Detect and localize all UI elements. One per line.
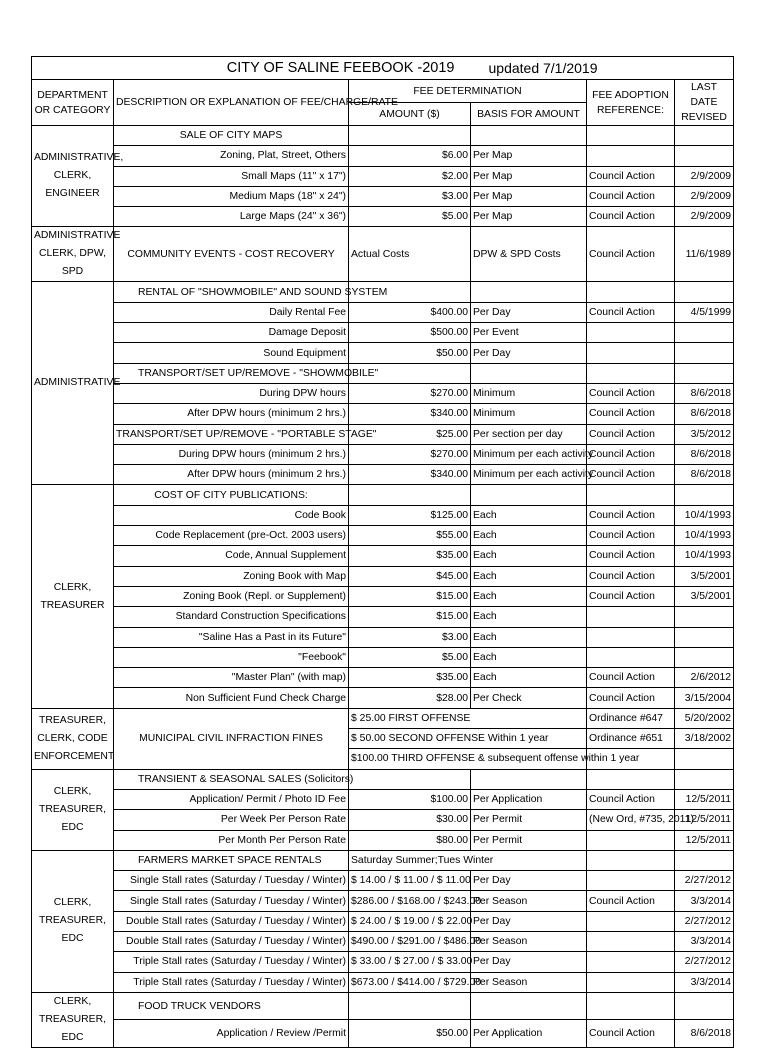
description-cell: Single Stall rates (Saturday / Tuesday / Winter) [114, 871, 349, 891]
basis-cell: Per Season [471, 891, 587, 911]
last-date-cell: 3/5/2001 [675, 566, 734, 586]
amount-cell: $270.00 [349, 444, 471, 464]
table-row [32, 972, 734, 992]
amount-cell: $ 14.00 / $ 11.00 / $ 11.00 [349, 871, 471, 891]
description-cell: TRANSPORT/SET UP/REMOVE - "SHOWMOBILE" [114, 363, 349, 383]
last-date-cell [675, 749, 734, 769]
description-cell: Large Maps (24" x 36") [114, 207, 349, 227]
description-cell: Application/ Permit / Photo ID Fee [114, 789, 349, 809]
table-row [32, 526, 734, 546]
last-date-cell [675, 282, 734, 302]
basis-cell: Per Season [471, 972, 587, 992]
description-cell: During DPW hours [114, 383, 349, 403]
table-row [32, 323, 734, 343]
table-row [32, 383, 734, 403]
basis-cell [471, 282, 587, 302]
table-row [32, 931, 734, 951]
table-row [32, 363, 734, 383]
table-row [32, 668, 734, 688]
basis-cell: Per Map [471, 207, 587, 227]
amount-cell: $490.00 / $291.00 / $486.00 [349, 931, 471, 951]
adoption-ref-cell: Council Action [587, 424, 675, 444]
table-row [32, 688, 734, 708]
basis-cell: Each [471, 607, 587, 627]
adoption-ref-cell: Council Action [587, 302, 675, 322]
adoption-ref-cell [587, 126, 675, 146]
table-row [32, 302, 734, 322]
table-row [32, 146, 734, 166]
basis-cell: DPW & SPD Costs [471, 227, 587, 282]
adoption-ref-cell: Council Action [587, 186, 675, 206]
adoption-ref-cell: Council Action [587, 546, 675, 566]
title-row [32, 57, 734, 80]
basis-cell: Each [471, 647, 587, 667]
amount-cell: Actual Costs [349, 227, 471, 282]
basis-cell: Each [471, 566, 587, 586]
amount-cell: $15.00 [349, 607, 471, 627]
last-date-cell: 5/20/2002 [675, 708, 734, 728]
table-row [32, 424, 734, 444]
table-row [32, 607, 734, 627]
basis-cell: Per section per day [471, 424, 587, 444]
last-date-cell: 3/3/2014 [675, 931, 734, 951]
amount-cell: $ 50.00 SECOND OFFENSE Within 1 year [349, 729, 587, 749]
basis-cell: Per Day [471, 302, 587, 322]
department-cell: TREASURER, CLERK, CODE ENFORCEMENT [32, 708, 114, 769]
header-last-date: LAST DATE REVISED [675, 80, 734, 126]
table-row [32, 992, 734, 1020]
basis-cell: Each [471, 668, 587, 688]
description-cell: TRANSIENT & SEASONAL SALES (Solicitors) [114, 769, 349, 789]
basis-cell: Minimum [471, 383, 587, 403]
basis-cell: Each [471, 526, 587, 546]
header-amount: AMOUNT ($) [349, 103, 471, 126]
header-adoption: FEE ADOPTION REFERENCE: [587, 80, 675, 126]
amount-cell: $340.00 [349, 404, 471, 424]
department-cell: CLERK, TREASURER, EDC [32, 992, 114, 1047]
amount-cell: $ 24.00 / $ 19.00 / $ 22.00 [349, 911, 471, 931]
description-cell: SALE OF CITY MAPS [114, 126, 349, 146]
fee-table [31, 56, 734, 1048]
table-row [32, 282, 734, 302]
amount-cell: $6.00 [349, 146, 471, 166]
amount-cell: $286.00 / $168.00 / $243.00 [349, 891, 471, 911]
table-row [32, 404, 734, 424]
description-cell: "Master Plan" (with map) [114, 668, 349, 688]
description-cell: "Feebook" [114, 647, 349, 667]
adoption-ref-cell: Ordinance #651 [587, 729, 675, 749]
department-cell: CLERK, TREASURER, EDC [32, 850, 114, 992]
adoption-ref-cell: Council Action [587, 566, 675, 586]
department-cell: CLERK, TREASURER [32, 485, 114, 708]
adoption-ref-cell [587, 952, 675, 972]
updated-date: updated 7/1/2019 [471, 57, 734, 80]
department-cell: CLERK, TREASURER, EDC [32, 769, 114, 850]
basis-cell: Per Day [471, 911, 587, 931]
basis-cell: Minimum per each activity [471, 465, 587, 485]
adoption-ref-cell: (New Ord, #735, 2011) [587, 810, 675, 830]
last-date-cell: 8/6/2018 [675, 404, 734, 424]
amount-cell: $25.00 [349, 424, 471, 444]
last-date-cell: 12/5/2011 [675, 789, 734, 809]
last-date-cell [675, 363, 734, 383]
amount-cell: $340.00 [349, 465, 471, 485]
amount-cell: $45.00 [349, 566, 471, 586]
amount-cell: $125.00 [349, 505, 471, 525]
basis-cell [471, 992, 587, 1020]
basis-cell: Per Check [471, 688, 587, 708]
last-date-cell [675, 992, 734, 1020]
description-cell: Double Stall rates (Saturday / Tuesday / Winter) [114, 931, 349, 951]
last-date-cell [675, 850, 734, 870]
last-date-cell: 8/6/2018 [675, 465, 734, 485]
description-cell: Double Stall rates (Saturday / Tuesday / Winter) [114, 911, 349, 931]
description-cell: Daily Rental Fee [114, 302, 349, 322]
adoption-ref-cell: Council Action [587, 586, 675, 606]
description-cell: Standard Construction Specifications [114, 607, 349, 627]
last-date-cell: 3/18/2002 [675, 729, 734, 749]
description-cell: FARMERS MARKET SPACE RENTALS [114, 850, 349, 870]
amount-cell: $ 33.00 / $ 27.00 / $ 33.00 [349, 952, 471, 972]
amount-cell: $30.00 [349, 810, 471, 830]
last-date-cell: 3/5/2001 [675, 586, 734, 606]
description-cell: Application / Review /Permit [114, 1020, 349, 1048]
table-row [32, 566, 734, 586]
amount-cell: $28.00 [349, 688, 471, 708]
fee-table-sheet [31, 56, 733, 1048]
adoption-ref-cell: Council Action [587, 465, 675, 485]
description-cell: "Saline Has a Past in its Future" [114, 627, 349, 647]
table-row [32, 647, 734, 667]
table-row [32, 708, 734, 728]
table-row [32, 546, 734, 566]
amount-cell: $80.00 [349, 830, 471, 850]
basis-cell: Each [471, 505, 587, 525]
amount-cell: $2.00 [349, 166, 471, 186]
adoption-ref-cell [587, 647, 675, 667]
description-cell: RENTAL OF "SHOWMOBILE" AND SOUND SYSTEM [114, 282, 349, 302]
description-cell: Zoning Book with Map [114, 566, 349, 586]
header-dept: DEPARTMENT OR CATEGORY [32, 80, 114, 126]
table-row [32, 1020, 734, 1048]
basis-cell: Per Map [471, 166, 587, 186]
adoption-ref-cell [587, 992, 675, 1020]
amount-cell: $5.00 [349, 647, 471, 667]
adoption-ref-cell: Council Action [587, 383, 675, 403]
amount-cell: $55.00 [349, 526, 471, 546]
amount-cell [349, 126, 471, 146]
adoption-ref-cell: Council Action [587, 444, 675, 464]
table-row [32, 126, 734, 146]
description-cell: During DPW hours (minimum 2 hrs.) [114, 444, 349, 464]
amount-cell [349, 769, 471, 789]
last-date-cell: 2/27/2012 [675, 952, 734, 972]
description-cell: Non Sufficient Fund Check Charge [114, 688, 349, 708]
last-date-cell: 8/6/2018 [675, 1020, 734, 1048]
adoption-ref-cell: Council Action [587, 505, 675, 525]
description-cell: COST OF CITY PUBLICATIONS: [114, 485, 349, 505]
adoption-ref-cell: Council Action [587, 526, 675, 546]
department-cell: ADMINISTRATIVE CLERK, DPW, SPD [32, 227, 114, 282]
adoption-ref-cell [587, 871, 675, 891]
department-cell: ADMINISTRATIVE, CLERK, ENGINEER [32, 126, 114, 227]
last-date-cell: 12/5/2011 [675, 810, 734, 830]
basis-cell: Minimum per each activity [471, 444, 587, 464]
amount-cell: $35.00 [349, 668, 471, 688]
basis-cell: Per Application [471, 1020, 587, 1048]
table-row [32, 485, 734, 505]
table-row [32, 444, 734, 464]
basis-cell: Per Permit [471, 830, 587, 850]
last-date-cell: 3/15/2004 [675, 688, 734, 708]
amount-cell: $673.00 / $414.00 / $729.00 [349, 972, 471, 992]
amount-cell: $35.00 [349, 546, 471, 566]
last-date-cell: 3/3/2014 [675, 891, 734, 911]
basis-cell: Each [471, 586, 587, 606]
basis-cell: Per Season [471, 931, 587, 951]
basis-cell: Per Day [471, 343, 587, 363]
description-cell: TRANSPORT/SET UP/REMOVE - "PORTABLE STAGE" [114, 424, 349, 444]
last-date-cell: 10/4/1993 [675, 526, 734, 546]
last-date-cell [675, 146, 734, 166]
table-row [32, 207, 734, 227]
last-date-cell [675, 323, 734, 343]
description-cell: FOOD TRUCK VENDORS [114, 992, 349, 1020]
basis-cell [471, 485, 587, 505]
description-cell: Zoning, Plat, Street, Others [114, 146, 349, 166]
header-basis: BASIS FOR AMOUNT [471, 103, 587, 126]
adoption-ref-cell: Council Action [587, 227, 675, 282]
last-date-cell: 11/6/1989 [675, 227, 734, 282]
amount-cell [349, 992, 471, 1020]
amount-cell: $3.00 [349, 186, 471, 206]
adoption-ref-cell: Council Action [587, 207, 675, 227]
adoption-ref-cell [587, 485, 675, 505]
department-cell: ADMINISTRATIVE [32, 282, 114, 485]
description-cell: Damage Deposit [114, 323, 349, 343]
amount-cell: $ 25.00 FIRST OFFENSE [349, 708, 587, 728]
amount-cell: $500.00 [349, 323, 471, 343]
adoption-ref-cell [587, 830, 675, 850]
basis-cell: Per Day [471, 871, 587, 891]
table-row [32, 810, 734, 830]
description-cell: COMMUNITY EVENTS - COST RECOVERY [114, 227, 349, 282]
last-date-cell: 10/4/1993 [675, 546, 734, 566]
adoption-ref-cell [587, 607, 675, 627]
adoption-ref-cell [587, 343, 675, 363]
description-cell: Code, Annual Supplement [114, 546, 349, 566]
last-date-cell [675, 769, 734, 789]
amount-cell: $100.00 [349, 789, 471, 809]
basis-cell: Each [471, 627, 587, 647]
description-cell: Per Month Per Person Rate [114, 830, 349, 850]
description-cell: After DPW hours (minimum 2 hrs.) [114, 465, 349, 485]
page-title: CITY OF SALINE FEEBOOK -2019 [32, 57, 471, 80]
last-date-cell: 2/9/2009 [675, 166, 734, 186]
description-cell: Small Maps (11" x 17") [114, 166, 349, 186]
table-row [32, 830, 734, 850]
adoption-ref-cell: Council Action [587, 668, 675, 688]
amount-cell: $3.00 [349, 627, 471, 647]
amount-cell: Saturday Summer;Tues Winter [349, 850, 587, 870]
description-cell: Zoning Book (Repl. or Supplement) [114, 586, 349, 606]
description-cell: After DPW hours (minimum 2 hrs.) [114, 404, 349, 424]
table-row [32, 850, 734, 870]
description-cell: MUNICIPAL CIVIL INFRACTION FINES [114, 708, 349, 769]
adoption-ref-cell [587, 282, 675, 302]
last-date-cell: 2/9/2009 [675, 207, 734, 227]
basis-cell [471, 769, 587, 789]
adoption-ref-cell: Council Action [587, 891, 675, 911]
description-cell: Code Replacement (pre-Oct. 2003 users) [114, 526, 349, 546]
header-desc: DESCRIPTION OR EXPLANATION OF FEE/CHARGE/RATE [114, 80, 349, 126]
adoption-ref-cell [587, 911, 675, 931]
basis-cell: Per Permit [471, 810, 587, 830]
adoption-ref-cell: Council Action [587, 404, 675, 424]
basis-cell: Per Day [471, 952, 587, 972]
last-date-cell: 4/5/1999 [675, 302, 734, 322]
last-date-cell [675, 607, 734, 627]
table-row [32, 586, 734, 606]
basis-cell: Per Map [471, 186, 587, 206]
adoption-ref-cell: Council Action [587, 688, 675, 708]
amount-cell: $50.00 [349, 343, 471, 363]
adoption-ref-cell [587, 363, 675, 383]
last-date-cell: 3/3/2014 [675, 972, 734, 992]
amount-cell: $400.00 [349, 302, 471, 322]
amount-cell: $15.00 [349, 586, 471, 606]
last-date-cell [675, 343, 734, 363]
amount-cell [349, 485, 471, 505]
amount-cell: $50.00 [349, 1020, 471, 1048]
description-cell: Per Week Per Person Rate [114, 810, 349, 830]
last-date-cell [675, 627, 734, 647]
adoption-ref-cell [587, 146, 675, 166]
table-row [32, 911, 734, 931]
basis-cell: Each [471, 546, 587, 566]
adoption-ref-cell [587, 972, 675, 992]
adoption-ref-cell [587, 627, 675, 647]
amount-cell: $270.00 [349, 383, 471, 403]
basis-cell: Per Event [471, 323, 587, 343]
adoption-ref-cell [587, 931, 675, 951]
header-row-1 [32, 80, 734, 103]
table-row [32, 186, 734, 206]
description-cell: Triple Stall rates (Saturday / Tuesday / Winter) [114, 972, 349, 992]
adoption-ref-cell [587, 323, 675, 343]
basis-cell: Minimum [471, 404, 587, 424]
description-cell: Medium Maps (18" x 24") [114, 186, 349, 206]
amount-cell: $100.00 THIRD OFFENSE & subsequent offense within 1 year [349, 749, 587, 769]
adoption-ref-cell: Ordinance #647 [587, 708, 675, 728]
basis-cell: Per Application [471, 789, 587, 809]
table-row [32, 343, 734, 363]
table-row [32, 627, 734, 647]
basis-cell: Per Map [471, 146, 587, 166]
last-date-cell: 10/4/1993 [675, 505, 734, 525]
description-cell: Triple Stall rates (Saturday / Tuesday / Winter) [114, 952, 349, 972]
last-date-cell: 2/27/2012 [675, 871, 734, 891]
last-date-cell [675, 485, 734, 505]
last-date-cell: 12/5/2011 [675, 830, 734, 850]
table-row [32, 465, 734, 485]
table-row [32, 952, 734, 972]
adoption-ref-cell: Council Action [587, 166, 675, 186]
description-cell: Code Book [114, 505, 349, 525]
last-date-cell: 3/5/2012 [675, 424, 734, 444]
amount-cell: $5.00 [349, 207, 471, 227]
adoption-ref-cell [587, 769, 675, 789]
last-date-cell: 2/9/2009 [675, 186, 734, 206]
table-row [32, 789, 734, 809]
description-cell: Sound Equipment [114, 343, 349, 363]
adoption-ref-cell: Council Action [587, 789, 675, 809]
table-row [32, 891, 734, 911]
table-row [32, 871, 734, 891]
last-date-cell [675, 647, 734, 667]
adoption-ref-cell: Council Action [587, 1020, 675, 1048]
header-fee-determination: FEE DETERMINATION [349, 80, 587, 103]
basis-cell [471, 126, 587, 146]
table-row [32, 166, 734, 186]
last-date-cell: 2/6/2012 [675, 668, 734, 688]
table-row [32, 769, 734, 789]
last-date-cell: 8/6/2018 [675, 383, 734, 403]
table-row [32, 505, 734, 525]
description-cell: Single Stall rates (Saturday / Tuesday / Winter) [114, 891, 349, 911]
last-date-cell: 2/27/2012 [675, 911, 734, 931]
last-date-cell [675, 126, 734, 146]
last-date-cell: 8/6/2018 [675, 444, 734, 464]
adoption-ref-cell [587, 850, 675, 870]
basis-cell [471, 363, 587, 383]
